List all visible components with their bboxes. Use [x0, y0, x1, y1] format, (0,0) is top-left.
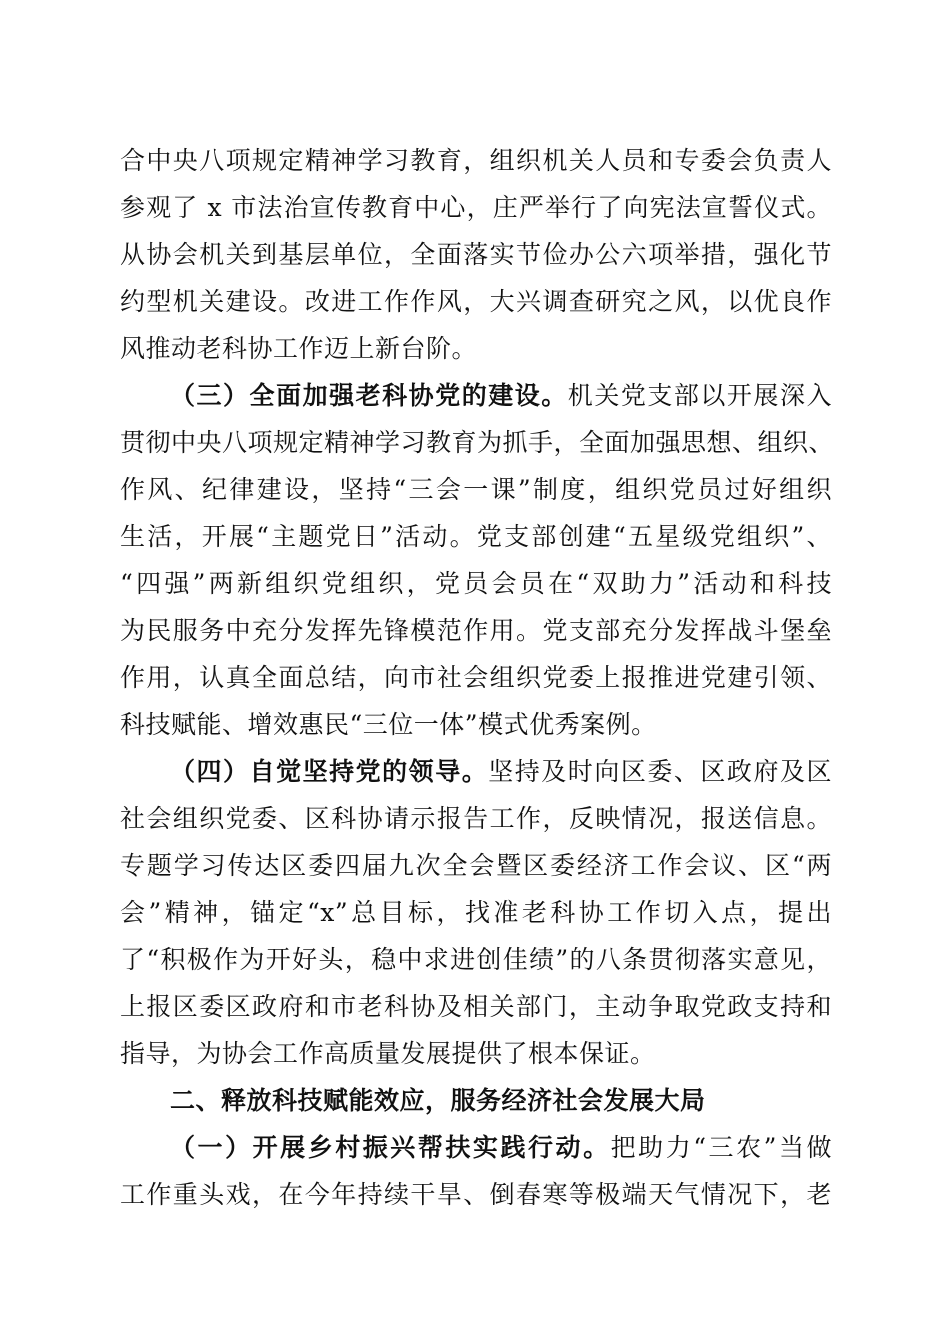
body-text-line: 生活，开展“主题党日”活动。党支部创建“五星级党组织”、	[120, 522, 832, 551]
body-text-line: 上报区委区政府和市老科协及相关部门，主动争取党政支持和	[120, 992, 832, 1021]
subsection-title: （四）自觉坚持党的领导。	[170, 757, 489, 786]
subsection-title: （一）开展乡村振兴帮扶实践行动。	[170, 1133, 611, 1162]
body-text-line: 了“积极作为开好头，稳中求进创佳绩”的八条贯彻落实意见，	[120, 945, 832, 974]
body-text-line: 贯彻中央八项规定精神学习教育为抓手，全面加强思想、组织、	[120, 428, 835, 457]
subsection-first-line	[170, 757, 832, 787]
section-heading: 二、释放科技赋能效应，服务经济社会发展大局	[170, 1086, 706, 1115]
body-text-span: 机关党支部以开展深入	[567, 381, 832, 410]
body-text-span: 把助力“三农”当做	[610, 1133, 832, 1162]
body-text-line: 参观了 x 市法治宣传教育中心，庄严举行了向宪法宣誓仪式。	[120, 193, 832, 222]
body-text-line: 工作重头戏，在今年持续干旱、倒春寒等极端天气情况下，老	[120, 1180, 832, 1209]
body-text-line: 从协会机关到基层单位，全面落实节俭办公六项举措，强化节	[120, 240, 832, 269]
body-text-line: 科技赋能、增效惠民“三位一体”模式优秀案例。	[120, 710, 657, 739]
body-text-line: 为民服务中充分发挥先锋模范作用。党支部充分发挥战斗堡垒	[120, 616, 832, 645]
body-text-line: 作用，认真全面总结，向市社会组织党委上报推进党建引领、	[120, 663, 832, 692]
subsection-first-line	[170, 1133, 832, 1163]
body-text-line: 约型机关建设。改进工作作风，大兴调查研究之风，以优良作	[120, 287, 832, 316]
body-text-span: 坚持及时向区委、区政府及区	[488, 757, 832, 786]
body-text-line: 社会组织党委、区科协请示报告工作，反映情况，报送信息。	[120, 804, 832, 833]
body-text-line: 专题学习传达区委四届九次全会暨区委经济工作会议、区“两	[120, 851, 832, 880]
body-text-line: 指导，为协会工作高质量发展提供了根本保证。	[120, 1039, 656, 1068]
subsection-title: （三）全面加强老科协党的建设。	[170, 381, 568, 410]
body-text-line: 作风、纪律建设，坚持“三会一课”制度，组织党员过好组织	[120, 475, 832, 504]
body-text-line: 会”精神，锚定“x”总目标，找准老科协工作切入点，提出	[120, 898, 832, 927]
body-text-line: 风推动老科协工作迈上新台阶。	[120, 334, 478, 363]
body-text-line: 合中央八项规定精神学习教育，组织机关人员和专委会负责人	[120, 146, 832, 175]
body-text-line: “四强”两新组织党组织，党员会员在“双助力”活动和科技	[120, 569, 832, 598]
subsection-first-line	[170, 381, 832, 411]
